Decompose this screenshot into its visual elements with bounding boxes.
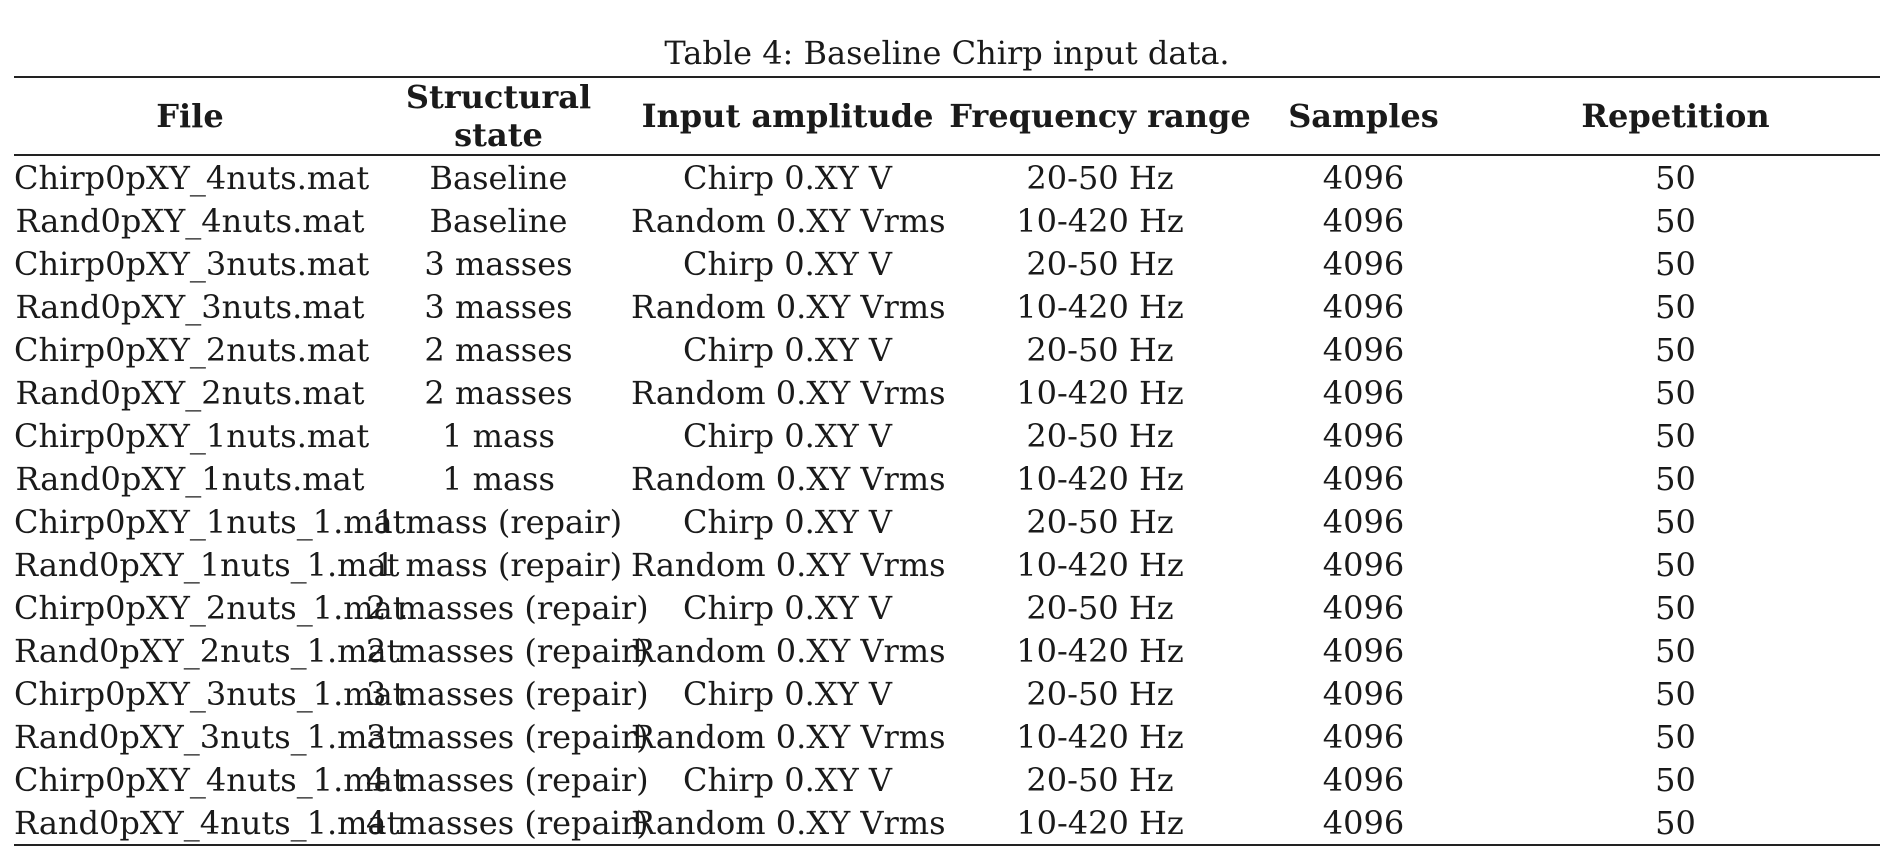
cell-repetition: 50 (1655, 545, 1696, 584)
cell-file: Rand0pXY_4nuts.mat (15, 201, 365, 240)
cell-file: Rand0pXY_2nuts.mat (15, 373, 365, 412)
cell-structural-state: 1 mass (442, 459, 555, 498)
cell-frequency-range: 20-50 Hz (1026, 330, 1174, 369)
cell-structural-state: 3 masses (424, 244, 573, 283)
cell-repetition: 50 (1655, 674, 1696, 713)
cell-repetition: 50 (1655, 631, 1696, 670)
cell-input-amplitude: Chirp 0.XY V (683, 416, 892, 455)
header-structural-state: Structural state (366, 77, 631, 155)
cell-frequency-range: 10-420 Hz (1016, 717, 1184, 756)
cell-input-amplitude: Random 0.XY Vrms (631, 545, 946, 584)
cell-samples: 4096 (1322, 674, 1405, 713)
table-row (14, 371, 1880, 414)
table-row (14, 629, 1880, 672)
cell-samples: 4096 (1322, 545, 1405, 584)
table-row (14, 328, 1880, 371)
table-row (14, 500, 1880, 543)
cell-frequency-range: 10-420 Hz (1016, 459, 1184, 498)
table-row (14, 586, 1880, 629)
cell-structural-state: 1 mass (442, 416, 555, 455)
cell-structural-state: 2 masses (424, 330, 573, 369)
cell-samples: 4096 (1322, 373, 1405, 412)
cell-input-amplitude: Random 0.XY Vrms (631, 287, 946, 326)
table-row (14, 543, 1880, 586)
cell-repetition: 50 (1655, 717, 1696, 756)
table-body (14, 155, 1880, 845)
cell-repetition: 50 (1655, 373, 1696, 412)
cell-repetition: 50 (1655, 244, 1696, 283)
cell-repetition: 50 (1655, 158, 1696, 197)
cell-file: Chirp0pXY_4nuts.mat (14, 158, 370, 197)
cell-file: Chirp0pXY_3nuts.mat (14, 244, 370, 283)
cell-samples: 4096 (1322, 416, 1405, 455)
cell-input-amplitude: Random 0.XY Vrms (631, 801, 944, 845)
cell-samples: 4096 (1322, 459, 1405, 498)
cell-file: Chirp0pXY_3nuts_1.mat (14, 674, 406, 713)
cell-repetition: 50 (1655, 330, 1696, 369)
cell-structural-state: 3 masses (repair) (366, 717, 649, 756)
table-row (14, 672, 1880, 715)
cell-structural-state: 4 masses (repair) (366, 801, 631, 845)
header-input-amplitude: Input amplitude (631, 77, 944, 155)
table-row (14, 155, 1880, 199)
cell-repetition: 50 (1655, 502, 1696, 541)
cell-structural-state: 4 masses (repair) (366, 760, 649, 799)
cell-file: Rand0pXY_4nuts_1.mat (14, 801, 366, 845)
cell-input-amplitude: Chirp 0.XY V (683, 674, 892, 713)
cell-structural-state: 2 masses (424, 373, 573, 412)
cell-file: Chirp0pXY_2nuts.mat (14, 330, 370, 369)
cell-structural-state: 2 masses (repair) (366, 588, 649, 627)
table-row (14, 801, 1880, 845)
cell-samples: 4096 (1322, 717, 1405, 756)
table-row (14, 285, 1880, 328)
cell-file: Rand0pXY_3nuts_1.mat (14, 717, 400, 756)
cell-input-amplitude: Chirp 0.XY V (683, 158, 892, 197)
table-row (14, 242, 1880, 285)
table-row (14, 715, 1880, 758)
cell-frequency-range: 10-420 Hz (1016, 373, 1184, 412)
cell-frequency-range: 20-50 Hz (1026, 244, 1174, 283)
cell-structural-state: 3 masses (repair) (366, 674, 649, 713)
cell-frequency-range: 20-50 Hz (1026, 158, 1174, 197)
cell-input-amplitude: Random 0.XY Vrms (631, 459, 946, 498)
cell-file: Rand0pXY_1nuts.mat (15, 459, 365, 498)
cell-file: Chirp0pXY_4nuts_1.mat (14, 760, 406, 799)
cell-input-amplitude: Random 0.XY Vrms (631, 631, 946, 670)
table-row (14, 457, 1880, 500)
cell-structural-state: Baseline (429, 201, 568, 240)
cell-frequency-range: 20-50 Hz (1026, 588, 1174, 627)
cell-frequency-range: 10-420 Hz (1016, 287, 1184, 326)
cell-samples: 4096 (1322, 502, 1405, 541)
cell-frequency-range: 20-50 Hz (1026, 760, 1174, 799)
cell-structural-state: 1 mass (repair) (374, 502, 623, 541)
header-samples: Samples (1256, 77, 1471, 155)
cell-input-amplitude: Chirp 0.XY V (683, 502, 892, 541)
cell-structural-state: 1 mass (repair) (374, 545, 623, 584)
cell-samples: 4096 (1322, 158, 1405, 197)
header-frequency-range: Frequency range (944, 77, 1256, 155)
cell-file: Rand0pXY_1nuts_1.mat (14, 545, 400, 584)
cell-samples: 4096 (1322, 588, 1405, 627)
table-row (14, 758, 1880, 801)
cell-repetition: 50 (1655, 588, 1696, 627)
cell-input-amplitude: Random 0.XY Vrms (631, 373, 946, 412)
data-table (14, 76, 1880, 846)
cell-frequency-range: 10-420 Hz (1016, 631, 1184, 670)
cell-file: Chirp0pXY_1nuts.mat (14, 416, 370, 455)
cell-samples: 4096 (1322, 631, 1405, 670)
cell-input-amplitude: Chirp 0.XY V (683, 330, 892, 369)
cell-file: Chirp0pXY_2nuts_1.mat (14, 588, 406, 627)
table-row (14, 414, 1880, 457)
cell-repetition: 50 (1655, 760, 1696, 799)
cell-repetition: 50 (1655, 201, 1696, 240)
cell-input-amplitude: Chirp 0.XY V (683, 588, 892, 627)
cell-samples: 4096 (1322, 760, 1405, 799)
cell-structural-state: 2 masses (repair) (366, 631, 649, 670)
cell-input-amplitude: Chirp 0.XY V (683, 760, 892, 799)
cell-repetition: 50 (1471, 801, 1880, 845)
cell-samples: 4096 (1256, 801, 1471, 845)
cell-structural-state: 3 masses (424, 287, 573, 326)
cell-samples: 4096 (1322, 244, 1405, 283)
cell-frequency-range: 10-420 Hz (944, 801, 1256, 845)
header-repetition: Repetition (1471, 77, 1880, 155)
cell-samples: 4096 (1322, 201, 1405, 240)
cell-frequency-range: 20-50 Hz (1026, 502, 1174, 541)
cell-frequency-range: 10-420 Hz (1016, 201, 1184, 240)
cell-input-amplitude: Random 0.XY Vrms (631, 201, 946, 240)
table-row (14, 199, 1880, 242)
cell-file: Rand0pXY_3nuts.mat (15, 287, 365, 326)
cell-frequency-range: 20-50 Hz (1026, 416, 1174, 455)
cell-frequency-range: 20-50 Hz (1026, 674, 1174, 713)
table-caption: Table 4: Baseline Chirp input data. (664, 34, 1230, 72)
cell-samples: 4096 (1322, 330, 1405, 369)
cell-repetition: 50 (1655, 416, 1696, 455)
cell-structural-state: Baseline (429, 158, 568, 197)
cell-file: Rand0pXY_2nuts_1.mat (14, 631, 400, 670)
table-header-row (14, 77, 1880, 155)
header-file: File (14, 77, 366, 155)
cell-input-amplitude: Chirp 0.XY V (683, 244, 892, 283)
cell-frequency-range: 10-420 Hz (1016, 545, 1184, 584)
cell-repetition: 50 (1655, 459, 1696, 498)
cell-input-amplitude: Random 0.XY Vrms (631, 717, 946, 756)
cell-file: Chirp0pXY_1nuts_1.mat (14, 502, 406, 541)
cell-samples: 4096 (1322, 287, 1405, 326)
cell-repetition: 50 (1655, 287, 1696, 326)
